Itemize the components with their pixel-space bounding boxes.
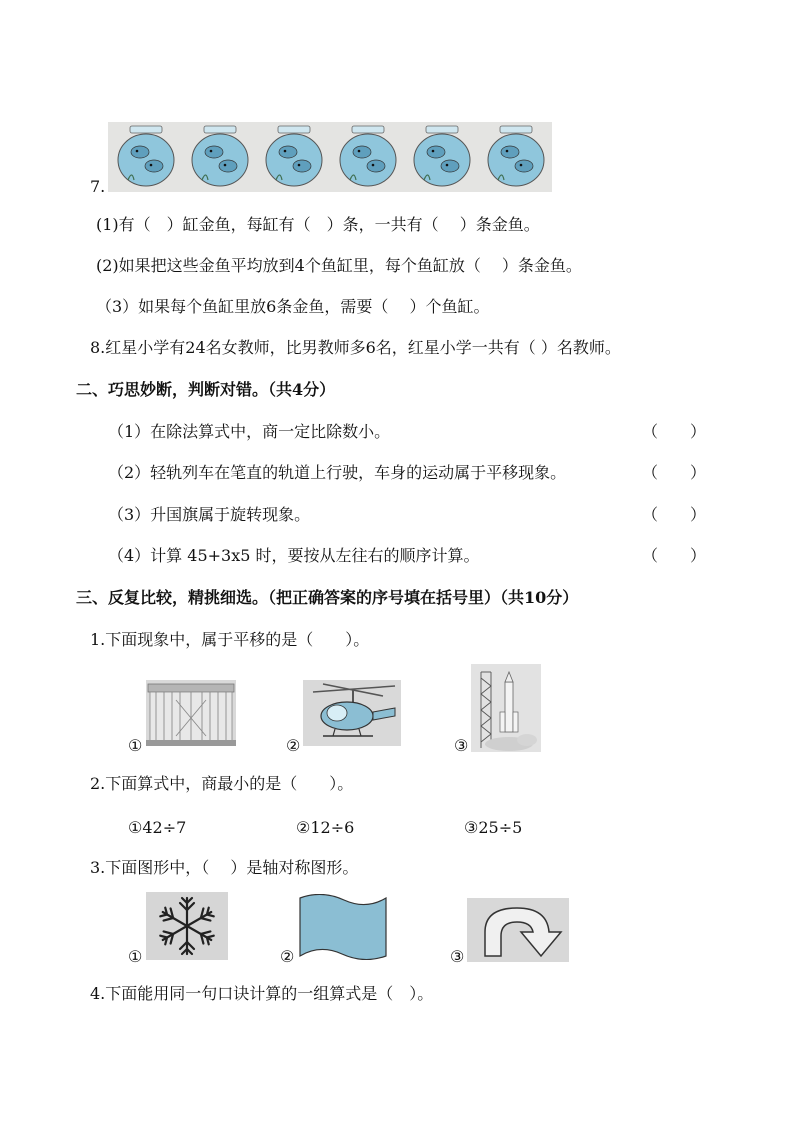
q2-option-3: ③25÷5 xyxy=(464,818,523,837)
fishbowls-svg xyxy=(108,122,552,192)
fishbowls-image xyxy=(108,122,552,192)
snowflake-image xyxy=(146,892,228,960)
choice-q3-text: 3.下面图形中，（ ）是轴对称图形。 xyxy=(90,858,359,877)
q8-text: 8.红星小学有24名女教师，比男教师多6名，红星小学一共有（ ）名教师。 xyxy=(90,338,621,357)
fish-bowl-icon xyxy=(192,126,248,186)
judge-bracket-1[interactable]: （ ） xyxy=(642,422,707,441)
section3-title: 三、反复比较，精挑细选。（把正确答案的序号填在括号里）（共10分） xyxy=(76,588,579,607)
q3-label-2: ② xyxy=(280,947,295,966)
q2-option-1: ①42÷7 xyxy=(128,818,187,837)
judge-item-1: （1）在除法算式中，商一定比除数小。 xyxy=(108,422,391,441)
section2-title: 二、巧思妙断，判断对错。（共4分） xyxy=(76,380,336,399)
rocket-launch-image xyxy=(471,664,541,752)
judge-item-4: （4）计算 45+3x5 时，要按从左往右的顺序计算。 xyxy=(108,546,480,565)
q1-label-1: ① xyxy=(128,736,143,755)
judge-item-2: （2）轻轨列车在笔直的轨道上行驶，车身的运动属于平移现象。 xyxy=(108,463,567,482)
q3-label-3: ③ xyxy=(450,947,465,966)
judge-item-3: （3）升国旗属于旋转现象。 xyxy=(108,505,311,524)
q3-label-1: ① xyxy=(128,947,143,966)
judge-bracket-4[interactable]: （ ） xyxy=(642,546,707,565)
q7-number: 7. xyxy=(90,177,106,196)
q7-sub2: (2)如果把这些金鱼平均放到4个鱼缸里，每个鱼缸放（ ）条金鱼。 xyxy=(96,256,582,275)
choice-q1-text: 1.下面现象中，属于平移的是（ ）。 xyxy=(90,630,370,649)
fish-bowl-icon xyxy=(340,126,396,186)
choice-q4-text: 4.下面能用同一句口诀计算的一组算式是（ ）。 xyxy=(90,984,434,1003)
flag-shape-image xyxy=(298,894,388,960)
choice-q2-text: 2.下面算式中，商最小的是（ ）。 xyxy=(90,774,354,793)
fish-bowl-icon xyxy=(118,126,174,186)
q2-option-2: ②12÷6 xyxy=(296,818,355,837)
q7-sub1: (1)有（ ）缸金鱼，每缸有（ ）条，一共有（ ）条金鱼。 xyxy=(96,215,540,234)
judge-bracket-2[interactable]: （ ） xyxy=(642,463,707,482)
fish-bowl-icon xyxy=(266,126,322,186)
revolving-door-image xyxy=(146,680,236,746)
helicopter-image xyxy=(303,680,401,746)
fish-bowl-icon xyxy=(488,126,544,186)
fish-bowl-icon xyxy=(414,126,470,186)
curved-arrow-image xyxy=(467,898,569,962)
q1-label-2: ② xyxy=(286,736,301,755)
q1-label-3: ③ xyxy=(454,736,469,755)
q7-sub3: （3）如果每个鱼缸里放6条金鱼，需要（ ）个鱼缸。 xyxy=(96,297,490,316)
judge-bracket-3[interactable]: （ ） xyxy=(642,505,707,524)
